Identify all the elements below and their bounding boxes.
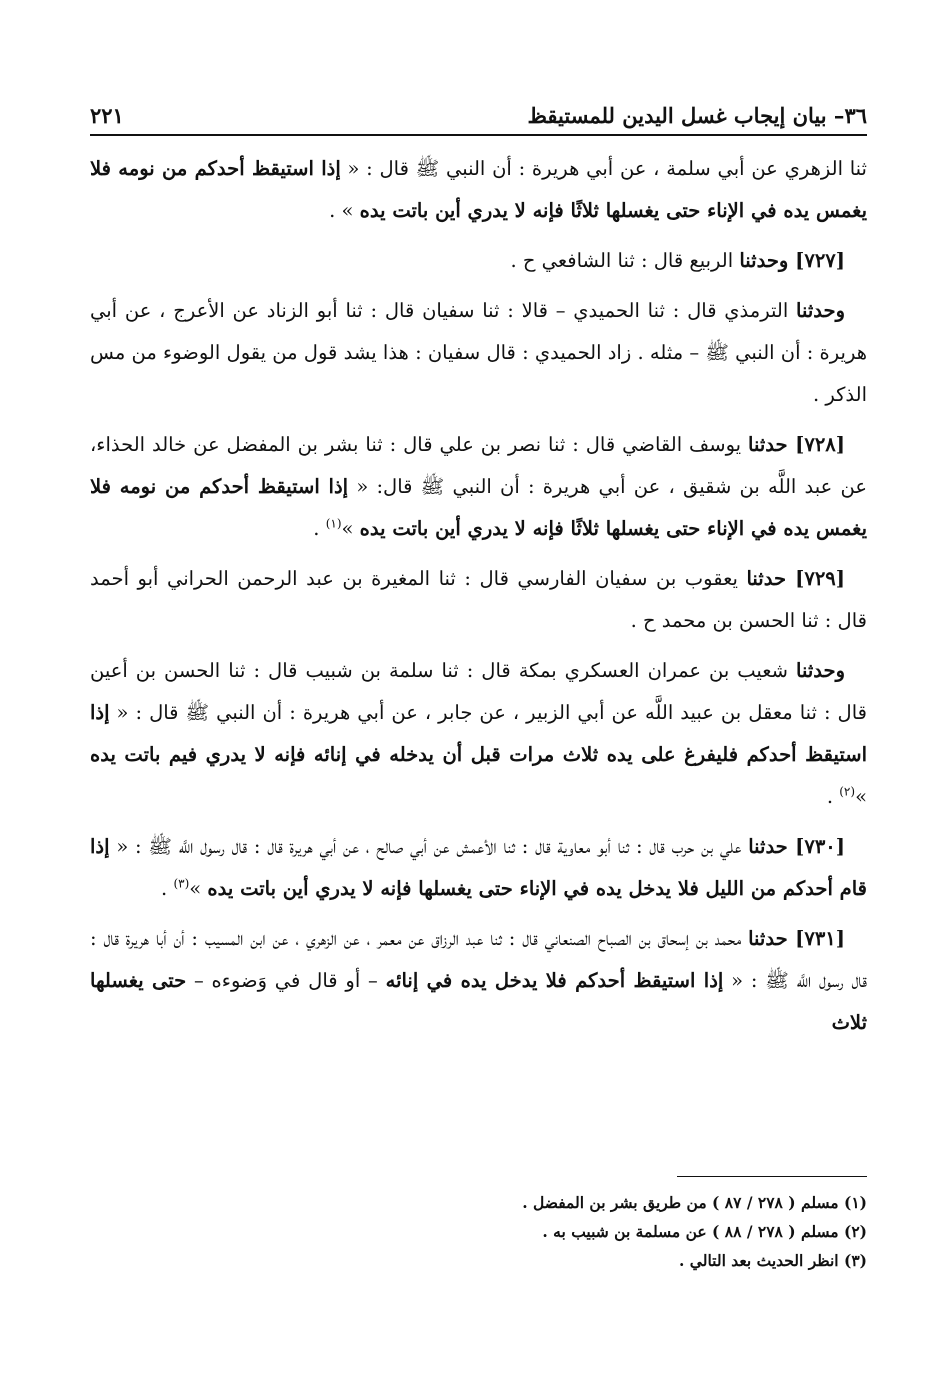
footnotes <box>90 1188 867 1275</box>
text-segment: . <box>826 785 840 808</box>
text-segment: الربيع قال : ثنا الشافعي ح . <box>510 249 740 272</box>
text-segment: » . <box>329 199 360 222</box>
footnote-item: (٣) انظر الحديث بعد التالي . <box>679 1251 867 1270</box>
bold-text: [٧٣٠] حدثنا <box>748 835 845 858</box>
text-paragraph <box>90 918 867 1044</box>
bold-text: إذا قام أحدكم من الليل فلا يدخل يده في الإناء حتى يغسلها فإنه لا يدري أين باتت يده <box>90 835 867 900</box>
page-number: ٢٢١ <box>90 103 124 128</box>
text-segment: » <box>341 517 360 540</box>
bold-text: إذا استيقظ أحدكم من نومه فلا يغمس يده في الإناء حتى يغسلها ثلاثًا فإنه لا يدري أين باتت يده <box>90 157 867 222</box>
text-paragraph <box>90 650 867 818</box>
footnote-marker: (٣) <box>173 876 190 891</box>
bold-text: وحدثنا <box>796 299 845 322</box>
bold-text: وحدثنا <box>796 659 845 682</box>
footnote-item: (١) مسلم ( ٢٧٨ / ٨٧ ) من طريق بشر بن المفضل . <box>522 1193 867 1212</box>
text-segment: يوسف القاضي قال : ثنا نصر بن علي قال : ثنا بشر بن المفضل عن خالد الحذاء، عن عبد اللَّه بن شقيق ، عن أبي هريرة : أن النبي ﷺ قال: « <box>90 433 867 498</box>
text-segment: » <box>189 877 208 900</box>
text-paragraph <box>90 240 867 282</box>
text-segment: . <box>161 877 174 900</box>
bold-text: [٧٢٧] وحدثنا <box>739 249 845 272</box>
bold-text: إذا استيقظ أحدكم فلا يدخل يده في إنائه <box>385 969 724 992</box>
footnote-marker: (١) <box>325 516 342 531</box>
text-paragraph <box>90 290 867 416</box>
bold-text: [٧٣١] حدثنا <box>748 927 846 950</box>
footnote-item: (٢) مسلم ( ٢٧٨ / ٨٨ ) عن مسلمة بن شبيب به . <box>542 1222 867 1241</box>
bold-text: حتى يغسلها ثلاث <box>90 969 867 1034</box>
bold-text: [٧٢٩] حدثنا <box>746 567 845 590</box>
chapter-title: ٣٦– بيان إيجاب غسل اليدين للمستيقظ <box>527 103 867 128</box>
text-paragraph <box>90 558 867 642</box>
text-segment: ثنا الزهري عن أبي سلمة ، عن أبي هريرة : أن النبي ﷺ قال : « <box>340 157 867 180</box>
text-segment: محمد بن إسحاق بن الصباح الصنعاني قال : ثنا عبد الرزاق عن معمر ، عن الزهري ، عن ابن المسيب : أن أبا هريرة قال : قال رسول اللَّه ﷺ : « <box>90 927 867 992</box>
footnote-divider <box>677 1176 867 1177</box>
text-paragraph <box>90 826 867 910</box>
text-segment: – أو قال في وَضوءه – <box>186 969 386 992</box>
footnote-marker: (٢) <box>839 784 856 799</box>
bold-text: [٧٢٨] حدثنا <box>748 433 845 456</box>
text-segment: يعقوب بن سفيان الفارسي قال : ثنا المغيرة بن عبد الرحمن الحراني أبو أحمد قال : ثنا الحسن بن محمد ح . <box>90 567 867 632</box>
text-paragraph <box>90 148 867 232</box>
bold-text: إذا استيقظ أحدكم من نومه فلا يغمس يده في الإناء حتى يغسلها ثلاثًا فإنه لا يدري أين باتت يده <box>90 475 867 540</box>
text-paragraph <box>90 424 867 550</box>
text-segment: » <box>855 785 867 808</box>
text-segment: الترمذي قال : ثنا الحميدي – قالا : ثنا سفيان قال : ثنا أبو الزناد عن الأعرج ، عن أبي هريرة : أن النبي ﷺ – مثله . زاد الحميدي : قال سفيان : هذا يشد قول من يقول الوضوء من مس الذكر . <box>90 299 867 406</box>
text-segment: علي بن حرب قال : ثنا أبو معاوية قال : ثنا الأعمش عن أبي صالح ، عن أبي هريرة قال : قال رسول اللَّه ﷺ : « <box>109 835 749 858</box>
text-segment: . <box>313 517 326 540</box>
bold-text: إذا استيقظ أحدكم فليفرغ على يده ثلاث مرات قبل أن يدخله في إنائه فإنه لا يدري فيم باتت يده <box>90 701 867 766</box>
running-header <box>90 84 867 136</box>
text-segment: شعيب بن عمران العسكري بمكة قال : ثنا سلمة بن شبيب قال : ثنا الحسن بن أعين قال : ثنا معقل بن عبيد اللَّه عن أبي الزبير ، عن جابر ، عن أبي هريرة : أن النبي ﷺ قال : « <box>90 659 867 724</box>
main-text <box>90 148 867 1052</box>
